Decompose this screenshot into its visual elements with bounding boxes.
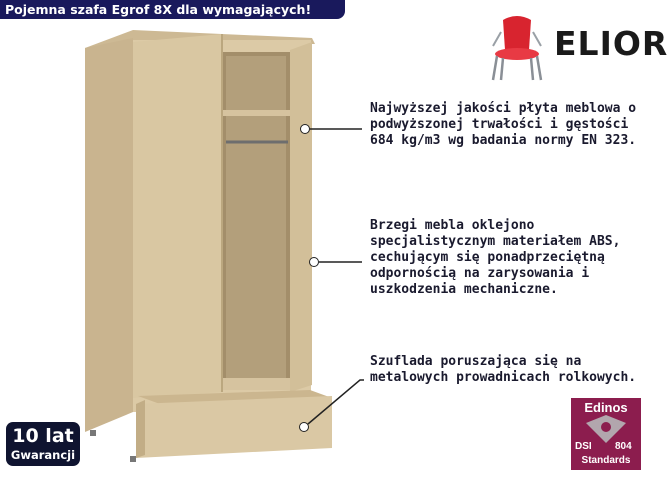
page-title: Pojemna szafa Egrof 8X dla wymagających!	[0, 0, 345, 19]
certificate-label: Standards	[581, 455, 631, 466]
certificate-badge	[571, 398, 641, 470]
certificate-emblem-icon	[586, 415, 626, 443]
certificate-number: 804	[615, 441, 632, 452]
warranty-years: 10 lat	[12, 425, 74, 447]
warranty-badge	[6, 422, 80, 466]
warranty-label: Gwarancji	[10, 448, 76, 462]
callout-drawer: Szuflada poruszająca się na metalowych prowadnicach rolkowych.	[370, 354, 637, 385]
certificate-dsi: DSI	[575, 441, 592, 452]
callout-edges: Brzegi mebla oklejono specjalistycznym materiałem ABS, cechującym się ponadprzeciętną odpornością na zarysowania i uszkodzenia mechaniczne.	[370, 218, 621, 297]
certificate-title: Edinos	[584, 400, 628, 415]
callout-material: Najwyższej jakości płyta meblowa o podwyższonej trwałości i gęstości 684 kg/m3 wg badania normy EN 323.	[370, 101, 637, 148]
brand-logo-text: ELIOR	[554, 24, 668, 63]
